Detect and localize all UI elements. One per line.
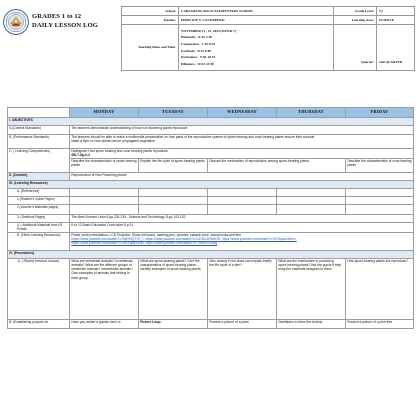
schedule-diligence: Diligence - 10:15-11:00 — [181, 61, 214, 66]
purpose-tuesday: Picture Loop: — [139, 319, 208, 328]
teaching-dates-value: NOVEMBER 11 - 15, 2024 (WEEK 7) — [181, 28, 236, 33]
grade-level-value: VI — [377, 7, 415, 16]
table-row — [8, 125, 414, 134]
table-row — [8, 196, 414, 204]
content-title: II. (Content) — [8, 172, 70, 180]
content-standards-label: A.(Content Standards) — [8, 125, 70, 134]
review-tuesday: What are spore-bearing plants? Give the characteristics of spore-bearing plants. Identify examples of spore-bearing plants. — [139, 258, 208, 319]
learning-competencies-value — [70, 148, 414, 158]
youtube-links-1[interactable]: https://www.youtube.com/watch?v=9qFtNQTYrr_I, https://www.youtube.com/watch?v=eZ4DLDNWb78, https://www.youtube.com/watch?v=bYNqbAuAHnc, — [71, 237, 297, 242]
teacher-label: Teacher: — [122, 16, 179, 25]
section-content — [8, 172, 414, 180]
day-tuesday: TUESDAY — [139, 108, 208, 118]
textbook-pages-label: 3. (Textbook Pages) — [8, 214, 70, 222]
school-label: School: — [122, 7, 179, 16]
content-standards-value: The learners demonstrate understanding of how non flowering plants reproduce — [70, 125, 414, 134]
competency-tuesday: Explain the life cycle of spore-bearing plants — [139, 158, 208, 172]
section-procedures — [8, 250, 414, 258]
day-header-row — [8, 108, 414, 118]
other-resources-value — [70, 232, 414, 250]
table-row — [8, 232, 414, 250]
teaching-dates-label: Teaching Dates and Time: — [122, 25, 179, 71]
quarter-label: Quarter: — [334, 25, 377, 71]
competency-monday: Describe the characteristics of spore-bearing plants — [70, 158, 139, 172]
day-thursday: THURSDAY — [277, 108, 346, 118]
procedures-title: IV. (Procedures) — [8, 250, 414, 258]
table-row — [8, 319, 414, 328]
teaching-schedule — [179, 25, 334, 71]
table-row — [8, 188, 414, 196]
day-monday: MONDAY — [70, 108, 139, 118]
teachers-guide-label: 1.(Teacher's Guide Pages) — [8, 196, 70, 204]
header-info-table — [121, 6, 415, 71]
purpose-monday: Have you visited a garden farm or — [70, 319, 139, 328]
grades-line: GRADES 1 to 12 — [32, 13, 82, 20]
lesson-log-table — [7, 107, 414, 329]
learning-area-label: Learning Area: — [334, 16, 377, 25]
review-friday: How spore-bearing plants are reproduce? — [346, 258, 414, 319]
schedule-persistence: Persistence - 9:30-10:15 — [181, 55, 216, 60]
competency-wednesday-thursday: Discuss the mechanism of reproduction among spore-bearing plants. — [208, 158, 346, 172]
table-row — [8, 222, 414, 232]
schedule-fortitude: Fortitude - 8:15-9:00 — [181, 48, 212, 53]
learning-competency-code: S6LT-IIg-h-4 — [71, 153, 90, 158]
purpose-friday: Present a picture of a pine tree — [346, 319, 414, 328]
section-learning-resources — [8, 180, 414, 188]
additional-materials-value: K to 12 Basic Education Curriculum 6 p 91 — [70, 222, 414, 232]
grade-level-label: Grade Level: — [334, 7, 377, 16]
review-lesson-label: A. ( Review previous Lesson) — [8, 258, 70, 319]
additional-materials-label: 4. ( Additional Materials from LR Portal) — [8, 222, 70, 232]
review-thursday: What are the mechanism in producing spore-bearing plants? Ask the pupils if they bring the materials assigned to them. — [277, 258, 346, 319]
table-row — [8, 148, 414, 158]
content-value: Reproduction of Non Flowering plants — [70, 172, 414, 180]
performance-standards-text-2: Make a flyer on how plants can be propagated vegetative — [71, 139, 155, 144]
performance-standards-text: The learners should be able to make a multimedia presentation on how parts of the reproductive system of spore bearing and cone-bearing plants ensure their survival — [71, 135, 315, 140]
document-title — [32, 12, 98, 30]
learners-materials-label: 2.(Learner's Materials pages) — [8, 204, 70, 214]
deped-seal-icon — [3, 9, 29, 35]
quarter-value: 2nd QUARTER — [377, 25, 415, 71]
objectives-title: I. OBJECTIVES — [8, 117, 414, 125]
review-monday: What are vertebrate animals? Invertebrate animals? What are the different groups of vertebrate animals? Invertebrate animals? Give examples of animals that belong to each group. — [70, 258, 139, 319]
other-resources-text: Power point presentation, LCD Projector, Show me board, marking pen, pictures, sample cone, actual moss and fern — [71, 233, 242, 238]
daily-lesson-log-line: DAILY LESSON LOG — [32, 22, 98, 29]
section-objectives — [8, 117, 414, 125]
learning-area-value: SCIENCE — [377, 16, 415, 25]
table-row — [8, 204, 414, 214]
learning-competency-text: Distinguish How spore bearing and cone bearing plants reproduce — [71, 149, 168, 154]
table-row — [8, 134, 414, 148]
table-row — [8, 258, 414, 319]
purpose-thursday: Distributes to them the Activity — [277, 319, 346, 328]
schedule-humanity: Humanity - 6:45-7:30 — [181, 35, 213, 40]
references-label: A. (References) — [8, 188, 70, 196]
textbook-pages-value: The New Science Links 6 pp 226-234 , Science and Technology 11pp 143-152 — [70, 214, 414, 222]
youtube-links-2[interactable]: https://www.youtube.com/watch?v=Jfl2PqakY4Mk, https://www.youtube.com/watch?v=T8BiRRXl0kg — [71, 241, 218, 246]
purpose-wednesday: Present a picture of a plant — [208, 319, 277, 328]
competency-friday: Describe the characteristics of cone-bearing plants — [346, 158, 414, 172]
school-value: CARSADANG BAGO ELEMENTARY SCHOOL — [179, 7, 334, 16]
performance-standards-value — [70, 134, 414, 148]
other-resources-label: B. (Other Learning Resources) — [8, 232, 70, 250]
day-friday: FRIDAY — [346, 108, 414, 118]
table-row — [8, 214, 414, 222]
performance-standards-label: B. (Performance Standards) — [8, 134, 70, 148]
establishing-purpose-label: B. (Establishing purpose for — [8, 319, 70, 328]
teacher-value: IRISH JOY V. CACHAPERO — [179, 16, 334, 25]
schedule-compassion: Compassion - 7:30-8:15 — [181, 41, 216, 46]
learning-resources-title: III. (Learning Resources) — [8, 180, 414, 188]
learning-competencies-label: C. ( Learning Competencies) — [8, 148, 70, 172]
day-wednesday: WEDNESDAY — [208, 108, 277, 118]
review-wednesday: Who among in the class can explain briefly the life cycle of a fern? — [208, 258, 277, 319]
day-header-blank — [8, 108, 70, 118]
